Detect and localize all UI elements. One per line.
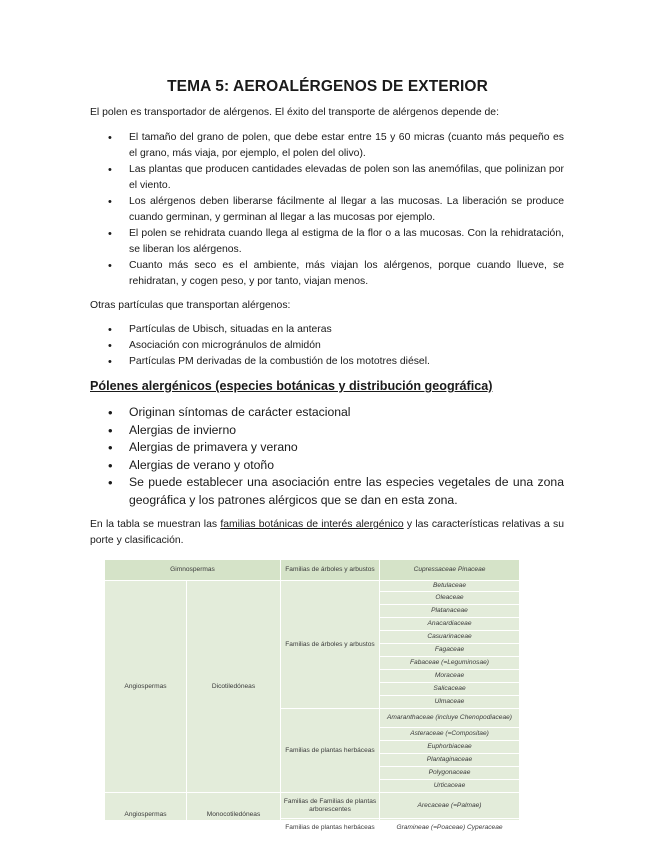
table-cell: Ulmaceae	[380, 696, 520, 709]
table-cell: Gramineae (=Poaceae) Cyperaceae	[380, 819, 520, 838]
table-intro-paragraph	[90, 517, 564, 549]
table-cell: Platanaceae	[380, 605, 520, 618]
table-cell: Arecaceae (=Palmae)	[380, 793, 520, 819]
table-cell: Fabaceae (=Leguminosae)	[380, 657, 520, 670]
table-intro-before: En la tabla se muestran las	[90, 519, 221, 530]
mono-arborescent-cell: Familias de Familias de plantas arborescentes	[281, 793, 380, 819]
other-particles-intro: Otras partículas que transportan alérgenos:	[90, 300, 291, 311]
section-heading: Pólenes alergénicos (especies botánicas y distribución geográfica)	[90, 379, 493, 393]
dicotiledoneas-cell: Dicotiledóneas	[187, 581, 281, 793]
pollen-points-list	[90, 404, 564, 509]
table-cell: Moraceae	[380, 670, 520, 683]
dicot-trees-cell: Familias de árboles y arbustos	[281, 581, 380, 709]
table-intro-after: y las características relativas a su porte y clasificación.	[90, 519, 564, 546]
list-item: • Originan síntomas de carácter estacional	[90, 404, 564, 422]
list-item: • El polen se rehidrata cuando llega al estigma de la flor o a las mucosas. Con la rehidratación, se liberan los alérgenos.	[90, 226, 564, 258]
factors-list	[90, 130, 564, 290]
list-item: • Partículas PM derivadas de la combustión de los mototres diésel.	[90, 354, 564, 370]
gimnospermas-cell: Gimnospermas	[105, 560, 281, 581]
table-cell: Betulaceae	[380, 581, 520, 592]
table-cell: Plantaginaceae	[380, 754, 520, 767]
table-cell: Urticaceae	[380, 780, 520, 793]
monocotiledoneas-cell: Monocotiledóneas	[187, 793, 281, 838]
intro-paragraph: El polen es transportador de alérgenos. El éxito del transporte de alérgenos depende de:	[90, 107, 499, 118]
table-cell: Euphorbiaceae	[380, 741, 520, 754]
list-item: • Alergias de invierno	[90, 422, 564, 440]
table-cell: Fagaceae	[380, 644, 520, 657]
table-cell: Salicaceae	[380, 683, 520, 696]
botanical-families-table	[104, 559, 519, 831]
list-item: • Los alérgenos deben liberarse fácilmente al llegar a las mucosas. La liberación se produce cuando germinan, y germinan al llegar a las mucosas por ejemplo.	[90, 194, 564, 226]
table-cell: Asteraceae (=Compositae)	[380, 728, 520, 741]
angiospermas-cell: Angiospermas	[105, 793, 187, 838]
list-item: • Se puede establecer una asociación entre las especies vegetales de una zona geográfica y los patrones alérgicos que se dan en esta zona.	[90, 474, 564, 509]
list-item: • Asociación con microgránulos de almidón	[90, 338, 564, 354]
gimno-families-cell: Cupressaceae Pinaceae	[380, 560, 520, 581]
gimno-trees-cell: Familias de árboles y arbustos	[281, 560, 380, 581]
list-item: • Alergias de primavera y verano	[90, 439, 564, 457]
list-item: • El tamaño del grano de polen, que debe estar entre 15 y 60 micras (cuanto más pequeño es el grano, más viaja, por ejemplo, el polen del olivo).	[90, 130, 564, 162]
list-item: • Alergias de verano y otoño	[90, 457, 564, 475]
page-title: TEMA 5: AEROALÉRGENOS DE EXTERIOR	[167, 78, 488, 95]
angiospermas-cell: Angiospermas	[105, 581, 187, 793]
table-cell: Anacardiaceae	[380, 618, 520, 631]
other-particles-list	[90, 322, 564, 370]
list-item: • Cuanto más seco es el ambiente, más viajan los alérgenos, porque cuando llueve, se rehidratan, y cogen peso, y por tanto, viajan menos.	[90, 258, 564, 290]
botanical-families-link[interactable]: familias botánicas de interés alergénico	[220, 519, 404, 530]
mono-herbs-cell: Familias de plantas herbáceas	[281, 819, 380, 838]
table-cell: Polygonaceae	[380, 767, 520, 780]
table-cell: Amaranthaceae (incluye Chenopodiaceae)	[380, 709, 520, 728]
dicot-herbs-cell: Familias de plantas herbáceas	[281, 709, 380, 793]
list-item: • Las plantas que producen cantidades elevadas de polen son las anemófilas, que polinizan por el viento.	[90, 162, 564, 194]
table-cell: Oleaceae	[380, 592, 520, 605]
table-cell: Casuarinaceae	[380, 631, 520, 644]
list-item: • Partículas de Ubisch, situadas en la anteras	[90, 322, 564, 338]
